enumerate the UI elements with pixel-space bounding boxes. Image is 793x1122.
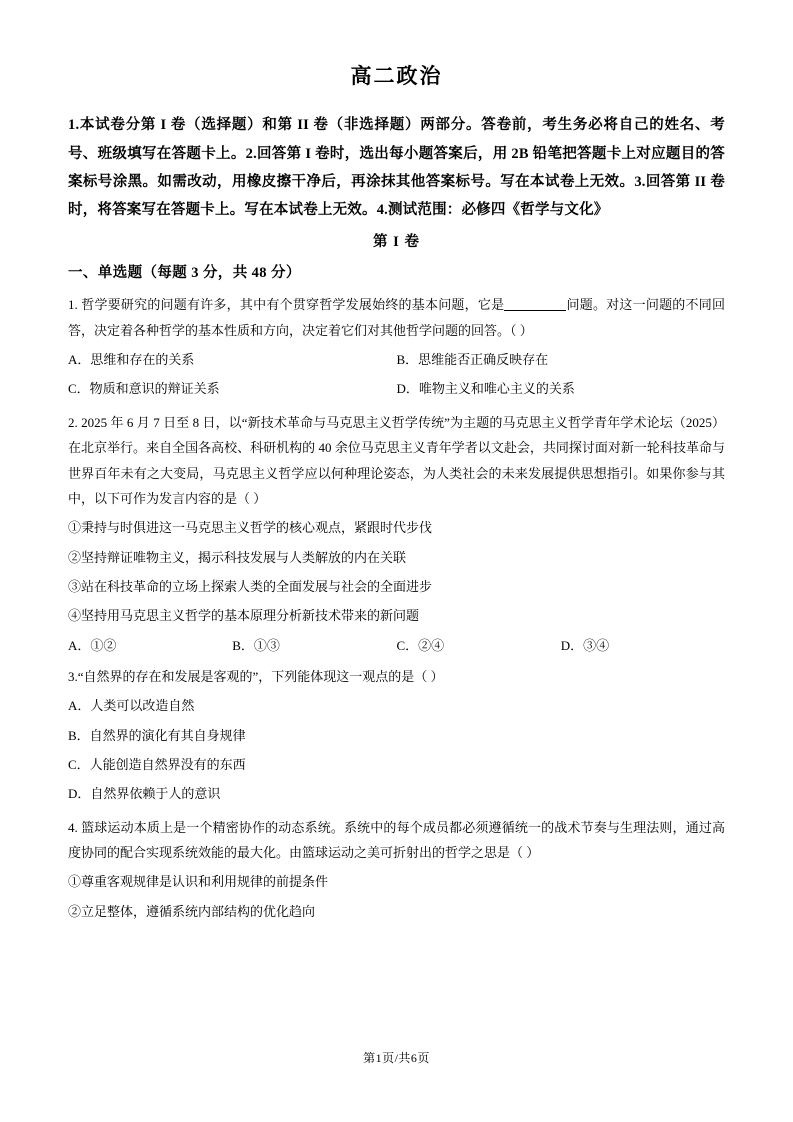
question-1-option-a: A．思维和存在的关系 bbox=[68, 352, 195, 368]
question-2-stem: 2. 2025 年 6 月 7 日至 8 日，以“新技术革命与马克思主义哲学传统”为主题的马克思主义哲学青年学术论坛（2025）在北京举行。来自全国各高校、科研机构的 40 余位马克思主义青年学者以文赴会，共同探讨面对新一轮科技革命与世界百年未有之大变局，马克思主义哲学应以何种理论姿态，为人类社会的未来发展提供思想指引。如果你参与其中，以下可作为发言内容的是（ ） bbox=[68, 414, 725, 506]
question-1-options-row-2 bbox=[68, 376, 725, 401]
page-footer: 第1页/共6页 bbox=[363, 1051, 430, 1065]
answer-blank bbox=[504, 310, 566, 311]
question-3-option-b: B．自然界的演化有其自身规律 bbox=[68, 727, 246, 743]
question-3-option-c: C．人能创造自然界没有的东西 bbox=[68, 756, 246, 772]
section-label: 第 I 卷 bbox=[373, 234, 420, 251]
question-2-item-1: ①秉持与时俱进这一马克思主义哲学的核心观点，紧跟时代步伐 bbox=[68, 520, 433, 536]
part-heading: 一、单选题（每题 3 分，共 48 分） bbox=[68, 265, 301, 282]
question-1-option-b: B．思维能否正确反映存在 bbox=[396, 352, 549, 368]
question-2-item-2: ②坚持辩证唯物主义，揭示科技发展与人类解放的内在关联 bbox=[68, 549, 407, 565]
question-1-option-c: C．物质和意识的辩证关系 bbox=[68, 381, 220, 397]
question-1-options-row-1 bbox=[68, 347, 725, 372]
question-2-option-d: D．③④ bbox=[560, 637, 610, 653]
exam-instructions: 1.本试卷分第 I 卷（选择题）和第 II 卷（非选择题）两部分。答卷前，考生务必将自己的姓名、考号、班级填写在答题卡上。2.回答第 I 卷时，选出每小题答案后，用 2B 铅笔把答题卡上对应题目的答案标号涂黑。如需改动，用橡皮擦干净后，再涂抹其他答案标号。写在本试卷上无效。3.回答第 II 卷时，将答案写在答题卡上。写在本试卷上无效。4.测试范围：必修四《哲学与文化》 bbox=[68, 117, 725, 219]
question-1-stem-before: 1. 哲学要研究的问题有许多，其中有个贯穿哲学发展始终的基本问题，它是 bbox=[68, 297, 505, 313]
question-4-stem: 4. 篮球运动本质上是一个精密协作的动态系统。系统中的每个成员都必须遵循统一的战术节奏与生理法则，通过高度协同的配合实现系统效能的最大化。由篮球运动之美可折射出的哲学之思是（ ） bbox=[68, 819, 725, 860]
page-title: 高二政治 bbox=[350, 64, 443, 88]
question-3-option-a: A．人类可以改造自然 bbox=[68, 698, 195, 714]
question-3-option-d: D．自然界依赖于人的意识 bbox=[68, 786, 221, 802]
question-1-stem-after: 问题。对这一问题的不同回答，决定着各种哲学的基本性质和方向，决定着它们对其他哲学问题的回答。（ ） bbox=[68, 297, 725, 338]
question-1-option-d: D．唯物主义和唯心主义的关系 bbox=[396, 381, 575, 397]
question-2-option-c: C．②④ bbox=[396, 637, 445, 653]
question-4-item-2: ②立足整体，遵循系统内部结构的优化趋向 bbox=[68, 903, 316, 919]
question-2-item-4: ④坚持用马克思主义哲学的基本原理分析新技术带来的新问题 bbox=[68, 608, 420, 624]
question-2-option-b: B．①③ bbox=[232, 637, 280, 653]
question-2-options bbox=[68, 633, 725, 658]
question-2-option-a: A．①② bbox=[68, 637, 117, 653]
question-4-item-1: ①尊重客观规律是认识和利用规律的前提条件 bbox=[68, 874, 329, 890]
question-3-stem: 3.“自然界的存在和发展是客观的”，下列能体现这一观点的是（ ） bbox=[68, 668, 444, 684]
question-2-item-3: ③站在科技革命的立场上探索人类的全面发展与社会的全面进步 bbox=[68, 578, 433, 594]
question-1-stem bbox=[68, 292, 725, 343]
